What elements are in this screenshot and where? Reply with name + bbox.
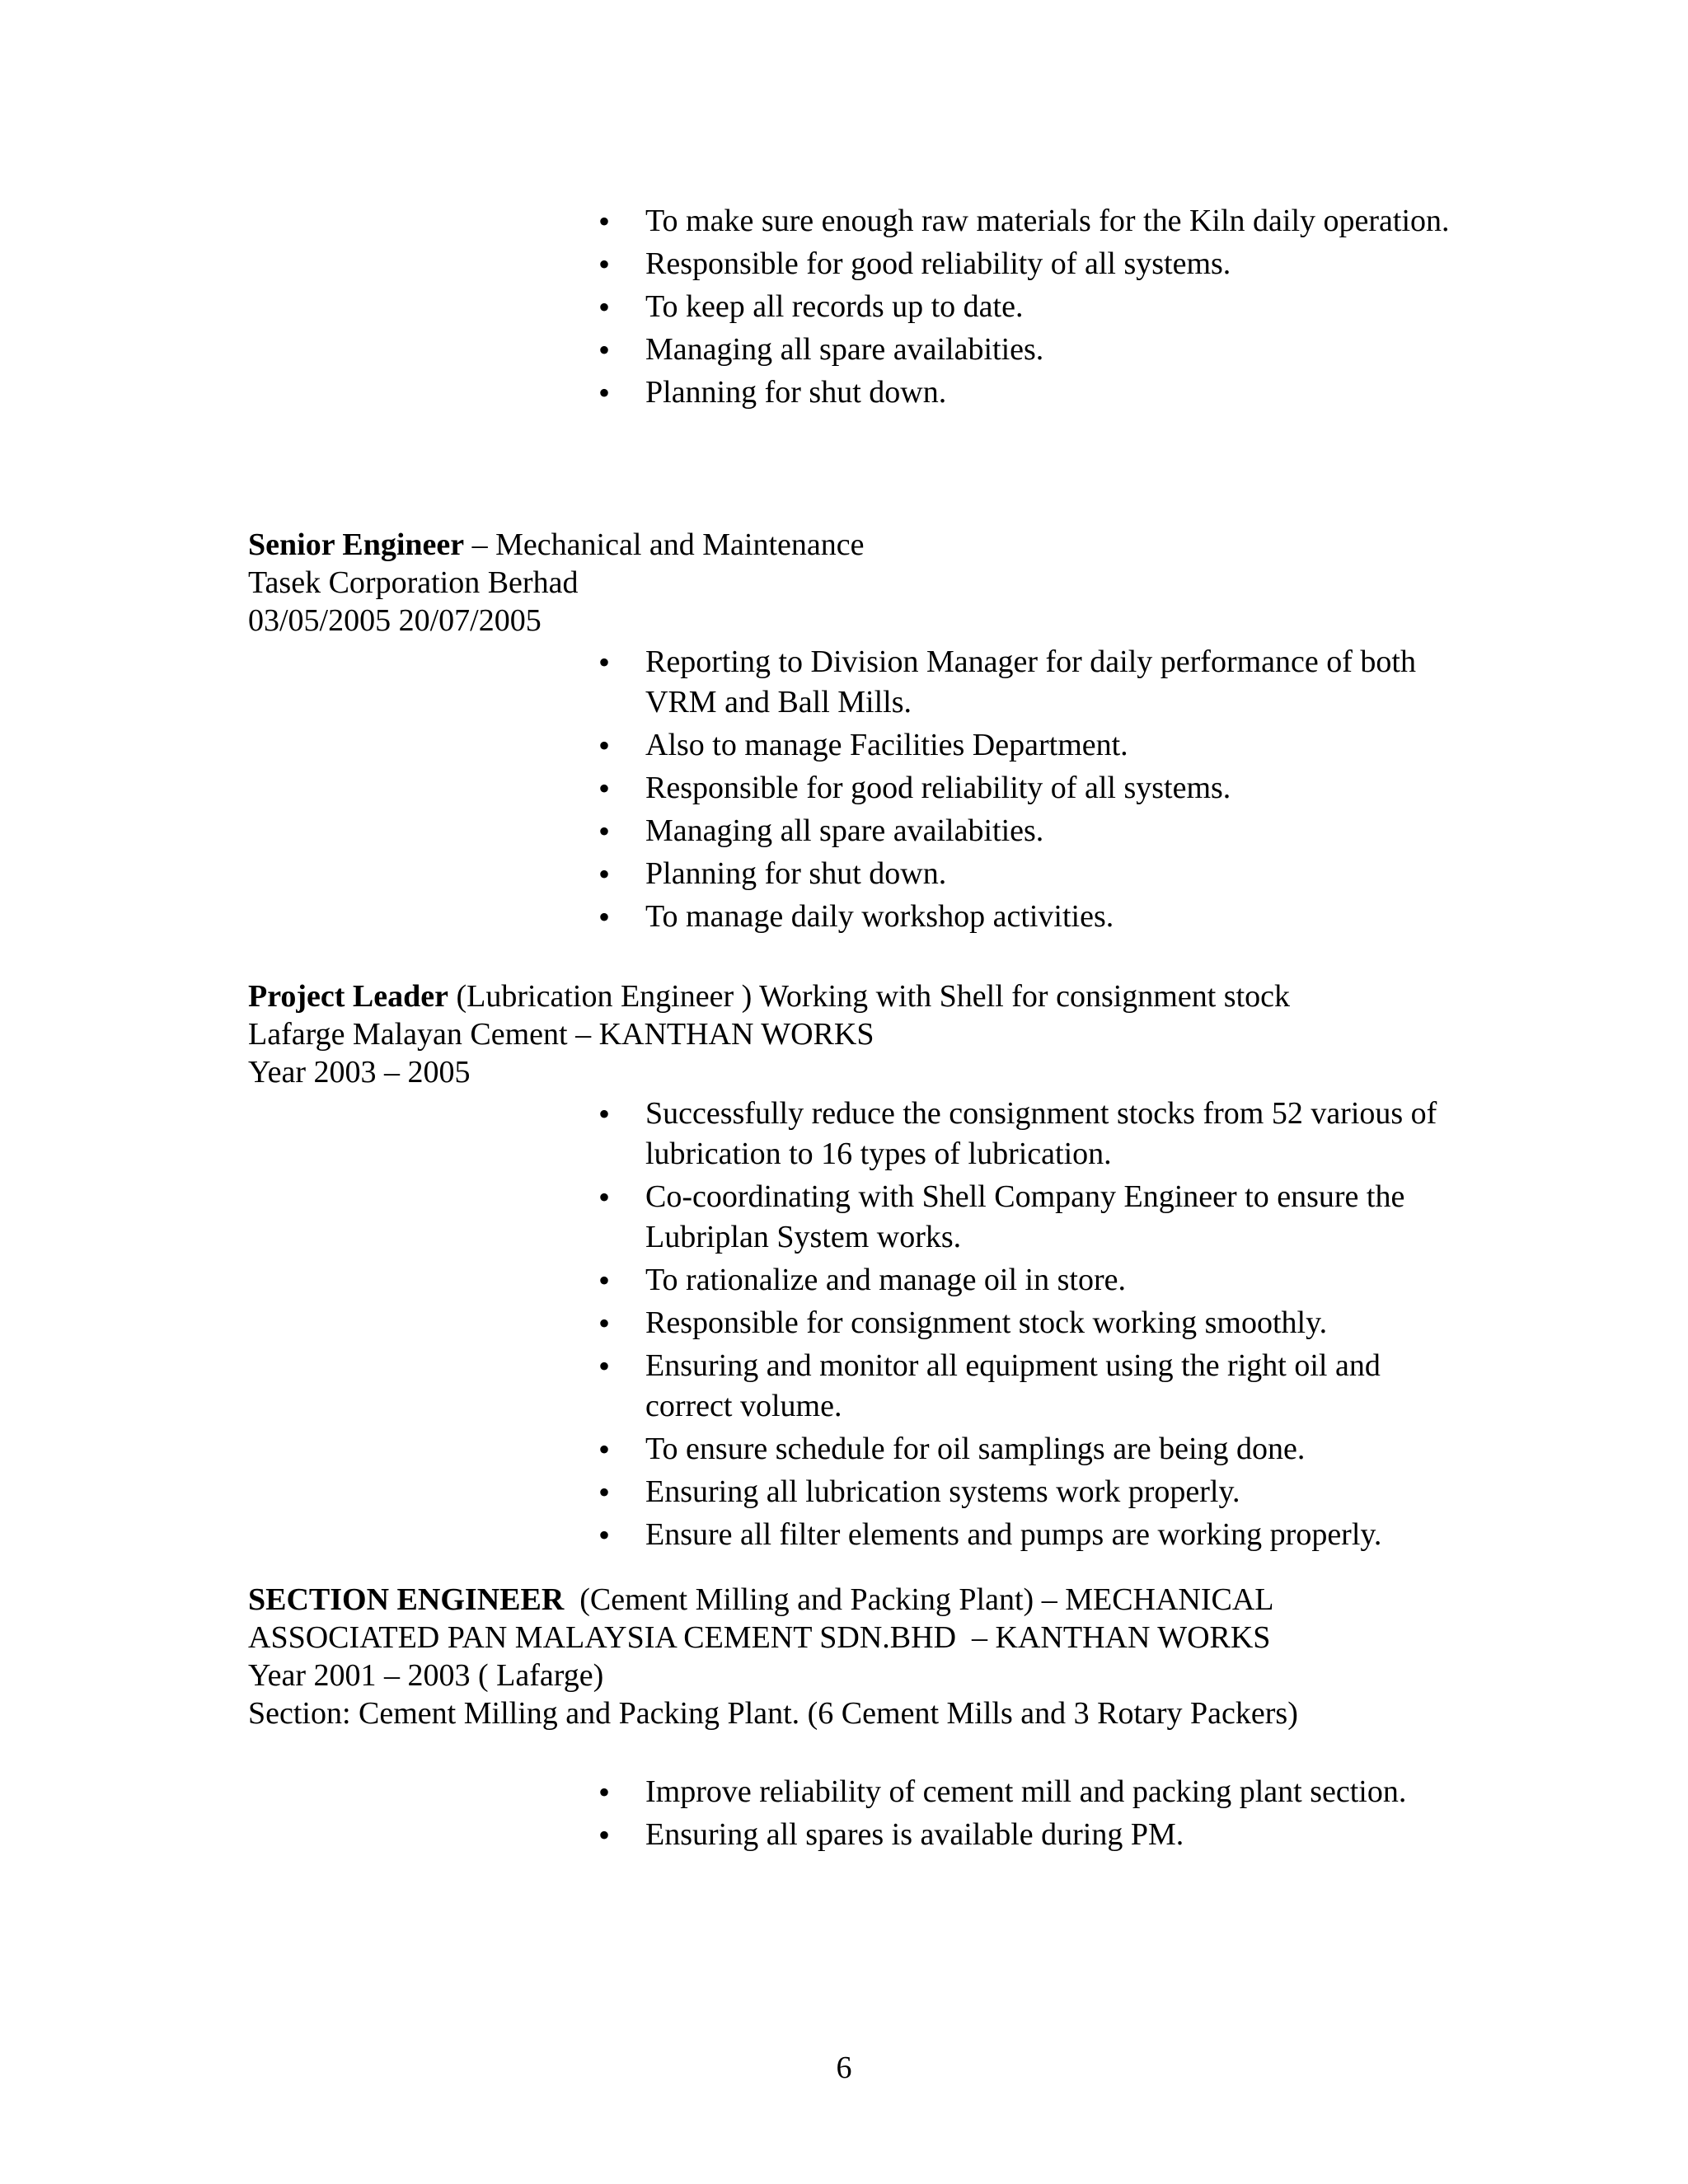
senior-engineer-bullet-list xyxy=(645,642,1470,940)
section-description: Section: Cement Milling and Packing Plant. (6 Cement Mills and 3 Rotary Packers) xyxy=(248,1696,1298,1731)
company-name: Lafarge Malayan Cement – KANTHAN WORKS xyxy=(248,1017,874,1052)
list-item: • Responsible for good reliability of all systems. xyxy=(645,768,1470,808)
senior-engineer-header xyxy=(248,526,1649,640)
job-title: SECTION ENGINEER xyxy=(248,1582,565,1617)
job-title-line xyxy=(248,526,1649,564)
list-item: • Also to manage Facilities Department. xyxy=(645,725,1470,766)
job-title: Project Leader xyxy=(248,979,449,1014)
list-item: • Planning for shut down. xyxy=(645,854,1470,894)
list-item: • Planning for shut down. xyxy=(645,373,1470,413)
list-item: • To manage daily workshop activities. xyxy=(645,897,1470,937)
job-title-detail: (Lubrication Engineer ) Working with Shell for consignment stock xyxy=(448,979,1290,1014)
section-engineer-bullet-list xyxy=(645,1772,1470,1858)
list-item: • To keep all records up to date. xyxy=(645,287,1470,327)
list-item: • Improve reliability of cement mill and packing plant section. xyxy=(645,1772,1470,1812)
company-name: Tasek Corporation Berhad xyxy=(248,565,579,600)
company-name: ASSOCIATED PAN MALAYSIA CEMENT SDN.BHD – KANTHAN WORKS xyxy=(248,1620,1271,1655)
list-item: • Managing all spare availabities. xyxy=(645,330,1470,370)
employment-dates: Year 2001 – 2003 ( Lafarge) xyxy=(248,1658,604,1693)
list-item: • Ensure all filter elements and pumps are working properly. xyxy=(645,1515,1470,1555)
list-item: • To ensure schedule for oil samplings are being done. xyxy=(645,1429,1470,1469)
list-item: • Responsible for good reliability of all systems. xyxy=(645,244,1470,284)
project-leader-header xyxy=(248,977,1649,1091)
employment-dates: 03/05/2005 20/07/2005 xyxy=(248,603,542,638)
job-title-line xyxy=(248,1581,1649,1619)
job-title-line xyxy=(248,977,1649,1015)
list-item: • Ensuring and monitor all equipment using the right oil and correct volume. xyxy=(645,1346,1470,1427)
job-title: Senior Engineer xyxy=(248,527,465,562)
list-item: • To rationalize and manage oil in store. xyxy=(645,1260,1470,1301)
list-item: • Reporting to Division Manager for daily performance of both VRM and Ball Mills. xyxy=(645,642,1470,723)
job-title-detail: – Mechanical and Maintenance xyxy=(464,527,865,562)
intro-bullet-list xyxy=(645,201,1470,415)
list-item: • To make sure enough raw materials for the Kiln daily operation. xyxy=(645,201,1470,241)
list-item: • Managing all spare availabities. xyxy=(645,811,1470,851)
list-item: • Responsible for consignment stock working smoothly. xyxy=(645,1303,1470,1343)
list-item: • Successfully reduce the consignment stocks from 52 various of lubrication to 16 types of lubrication. xyxy=(645,1094,1470,1174)
project-leader-bullet-list xyxy=(645,1094,1470,1558)
section-engineer-header xyxy=(248,1581,1649,1732)
list-item: • Ensuring all spares is available during PM. xyxy=(645,1815,1470,1855)
employment-dates: Year 2003 – 2005 xyxy=(248,1055,471,1090)
page-number: 6 xyxy=(836,2050,852,2085)
job-title-detail: (Cement Milling and Packing Plant) – MECHANICAL xyxy=(564,1582,1274,1617)
list-item: • Ensuring all lubrication systems work properly. xyxy=(645,1472,1470,1512)
list-item: • Co-coordinating with Shell Company Engineer to ensure the Lubriplan System works. xyxy=(645,1177,1470,1258)
